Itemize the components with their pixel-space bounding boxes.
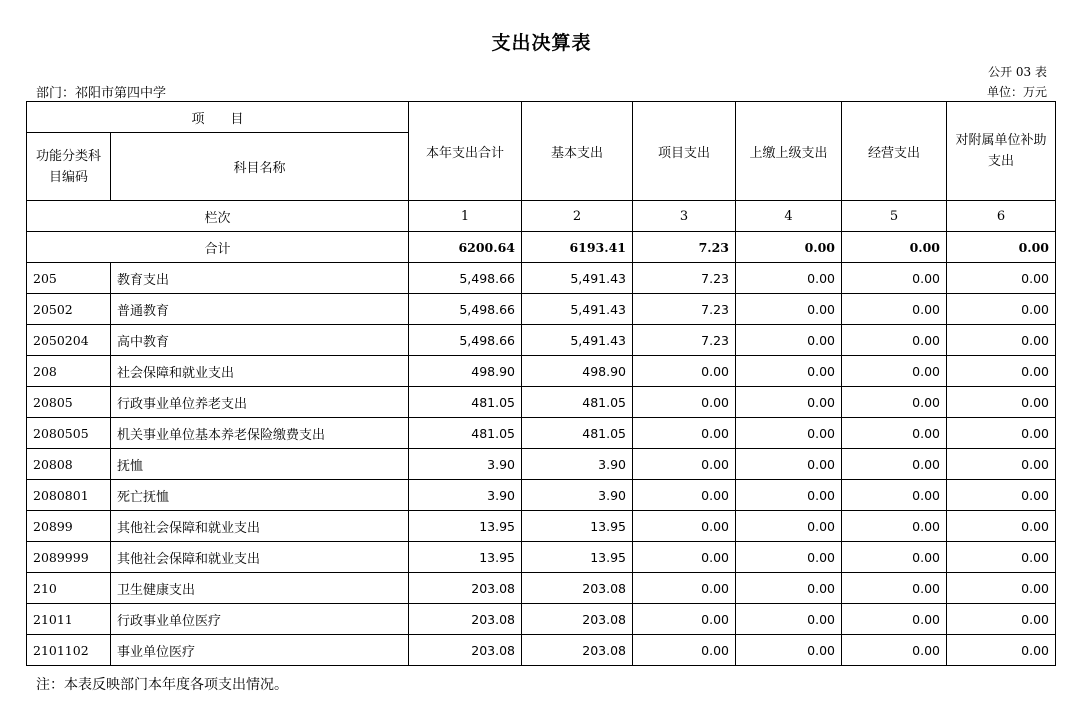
row-code: 205 (27, 263, 111, 294)
row-value: 0.00 (947, 418, 1056, 449)
row-code: 2089999 (27, 542, 111, 573)
row-value: 0.00 (947, 480, 1056, 511)
row-name: 其他社会保障和就业支出 (111, 542, 409, 573)
row-value: 0.00 (633, 449, 736, 480)
row-name: 行政事业单位医疗 (111, 604, 409, 635)
row-value: 203.08 (409, 635, 522, 666)
table-row (27, 573, 1056, 604)
table-row (27, 635, 1056, 666)
row-value: 0.00 (736, 418, 842, 449)
row-value: 0.00 (842, 604, 947, 635)
row-value: 0.00 (947, 263, 1056, 294)
row-name: 死亡抚恤 (111, 480, 409, 511)
row-value: 0.00 (947, 294, 1056, 325)
total-value: 7.23 (633, 232, 736, 263)
total-label: 合计 (27, 232, 409, 263)
table-row (27, 263, 1056, 294)
row-value: 203.08 (522, 604, 633, 635)
row-value: 0.00 (842, 449, 947, 480)
row-value: 13.95 (409, 542, 522, 573)
row-value: 13.95 (522, 511, 633, 542)
row-value: 0.00 (736, 511, 842, 542)
table-row (27, 325, 1056, 356)
row-value: 0.00 (736, 263, 842, 294)
row-name: 其他社会保障和就业支出 (111, 511, 409, 542)
row-value: 498.90 (522, 356, 633, 387)
unit-label: 单位：万元 (986, 85, 1047, 99)
column-row-label: 栏次 (27, 201, 409, 232)
row-value: 5,498.66 (409, 263, 522, 294)
row-code: 2101102 (27, 635, 111, 666)
row-value: 481.05 (409, 418, 522, 449)
column-num: 6 (947, 201, 1056, 232)
row-value: 0.00 (947, 449, 1056, 480)
row-value: 0.00 (633, 635, 736, 666)
table-row (27, 480, 1056, 511)
row-value: 13.95 (522, 542, 633, 573)
row-value: 3.90 (409, 449, 522, 480)
row-value: 7.23 (633, 325, 736, 356)
row-value: 0.00 (736, 635, 842, 666)
row-value: 7.23 (633, 294, 736, 325)
column-num: 3 (633, 201, 736, 232)
row-name: 普通教育 (111, 294, 409, 325)
total-value: 0.00 (947, 232, 1056, 263)
table-row (27, 356, 1056, 387)
row-value: 7.23 (633, 263, 736, 294)
row-name: 事业单位医疗 (111, 635, 409, 666)
row-name: 高中教育 (111, 325, 409, 356)
row-value: 203.08 (522, 573, 633, 604)
table-number: 公开 03 表 (988, 65, 1047, 79)
header-item: 项 目 (27, 102, 409, 133)
header-basic: 基本支出 (522, 102, 633, 201)
row-value: 5,498.66 (409, 325, 522, 356)
table-row (27, 387, 1056, 418)
row-value: 0.00 (842, 263, 947, 294)
row-value: 0.00 (842, 635, 947, 666)
total-value: 6193.41 (522, 232, 633, 263)
row-value: 0.00 (736, 480, 842, 511)
column-num: 1 (409, 201, 522, 232)
column-num: 4 (736, 201, 842, 232)
header-upper: 上缴上级支出 (736, 102, 842, 201)
row-name: 行政事业单位养老支出 (111, 387, 409, 418)
row-code: 21011 (27, 604, 111, 635)
row-value: 0.00 (842, 480, 947, 511)
row-code: 20899 (27, 511, 111, 542)
table-row (27, 604, 1056, 635)
row-value: 5,491.43 (522, 325, 633, 356)
row-name: 机关事业单位基本养老保险缴费支出 (111, 418, 409, 449)
expenditure-table (26, 101, 1056, 666)
row-value: 0.00 (633, 573, 736, 604)
header-business: 经营支出 (842, 102, 947, 201)
table-row (27, 294, 1056, 325)
table-row (27, 449, 1056, 480)
row-value: 0.00 (736, 294, 842, 325)
header-total: 本年支出合计 (409, 102, 522, 201)
row-value: 0.00 (633, 480, 736, 511)
row-name: 卫生健康支出 (111, 573, 409, 604)
row-code: 20805 (27, 387, 111, 418)
row-value: 0.00 (633, 542, 736, 573)
row-code: 20808 (27, 449, 111, 480)
row-value: 0.00 (842, 573, 947, 604)
row-value: 203.08 (409, 604, 522, 635)
row-value: 5,491.43 (522, 263, 633, 294)
row-value: 0.00 (947, 511, 1056, 542)
row-value: 0.00 (842, 325, 947, 356)
row-code: 210 (27, 573, 111, 604)
header-subsidy: 对附属单位补助支出 (947, 102, 1056, 201)
row-value: 0.00 (947, 387, 1056, 418)
department-label: 部门：祁阳市第四中学 (36, 86, 167, 101)
row-value: 0.00 (947, 604, 1056, 635)
row-value: 0.00 (736, 387, 842, 418)
table-row (27, 511, 1056, 542)
row-code: 2080801 (27, 480, 111, 511)
total-value: 0.00 (736, 232, 842, 263)
row-code: 208 (27, 356, 111, 387)
row-code: 20502 (27, 294, 111, 325)
row-value: 0.00 (842, 356, 947, 387)
row-value: 481.05 (522, 418, 633, 449)
footnote: 注：本表反映部门本年度各项支出情况。 (36, 677, 288, 693)
row-value: 0.00 (633, 356, 736, 387)
column-num: 2 (522, 201, 633, 232)
row-value: 0.00 (842, 418, 947, 449)
row-value: 3.90 (409, 480, 522, 511)
row-value: 0.00 (947, 325, 1056, 356)
table-row (27, 542, 1056, 573)
row-value: 0.00 (736, 449, 842, 480)
row-value: 5,498.66 (409, 294, 522, 325)
row-value: 0.00 (947, 635, 1056, 666)
header-project: 项目支出 (633, 102, 736, 201)
row-value: 203.08 (409, 573, 522, 604)
report-title: 支出决算表 (491, 32, 592, 54)
total-value: 6200.64 (409, 232, 522, 263)
row-value: 498.90 (409, 356, 522, 387)
row-value: 0.00 (736, 604, 842, 635)
column-num: 5 (842, 201, 947, 232)
row-value: 0.00 (736, 542, 842, 573)
row-name: 教育支出 (111, 263, 409, 294)
row-value: 481.05 (409, 387, 522, 418)
row-code: 2050204 (27, 325, 111, 356)
row-value: 0.00 (633, 387, 736, 418)
row-value: 0.00 (947, 573, 1056, 604)
row-value: 3.90 (522, 480, 633, 511)
row-value: 0.00 (842, 294, 947, 325)
header-code: 功能分类科目编码 (27, 133, 111, 201)
row-value: 3.90 (522, 449, 633, 480)
row-code: 2080505 (27, 418, 111, 449)
row-value: 0.00 (633, 511, 736, 542)
table-row (27, 418, 1056, 449)
row-value: 0.00 (736, 325, 842, 356)
row-value: 0.00 (842, 387, 947, 418)
header-name: 科目名称 (111, 133, 409, 201)
row-name: 社会保障和就业支出 (111, 356, 409, 387)
row-value: 13.95 (409, 511, 522, 542)
row-value: 0.00 (736, 356, 842, 387)
row-value: 0.00 (842, 542, 947, 573)
row-value: 0.00 (633, 418, 736, 449)
row-value: 5,491.43 (522, 294, 633, 325)
row-value: 0.00 (736, 573, 842, 604)
row-value: 0.00 (633, 604, 736, 635)
row-value: 481.05 (522, 387, 633, 418)
row-value: 0.00 (947, 356, 1056, 387)
row-name: 抚恤 (111, 449, 409, 480)
row-value: 0.00 (842, 511, 947, 542)
total-value: 0.00 (842, 232, 947, 263)
row-value: 203.08 (522, 635, 633, 666)
row-value: 0.00 (947, 542, 1056, 573)
